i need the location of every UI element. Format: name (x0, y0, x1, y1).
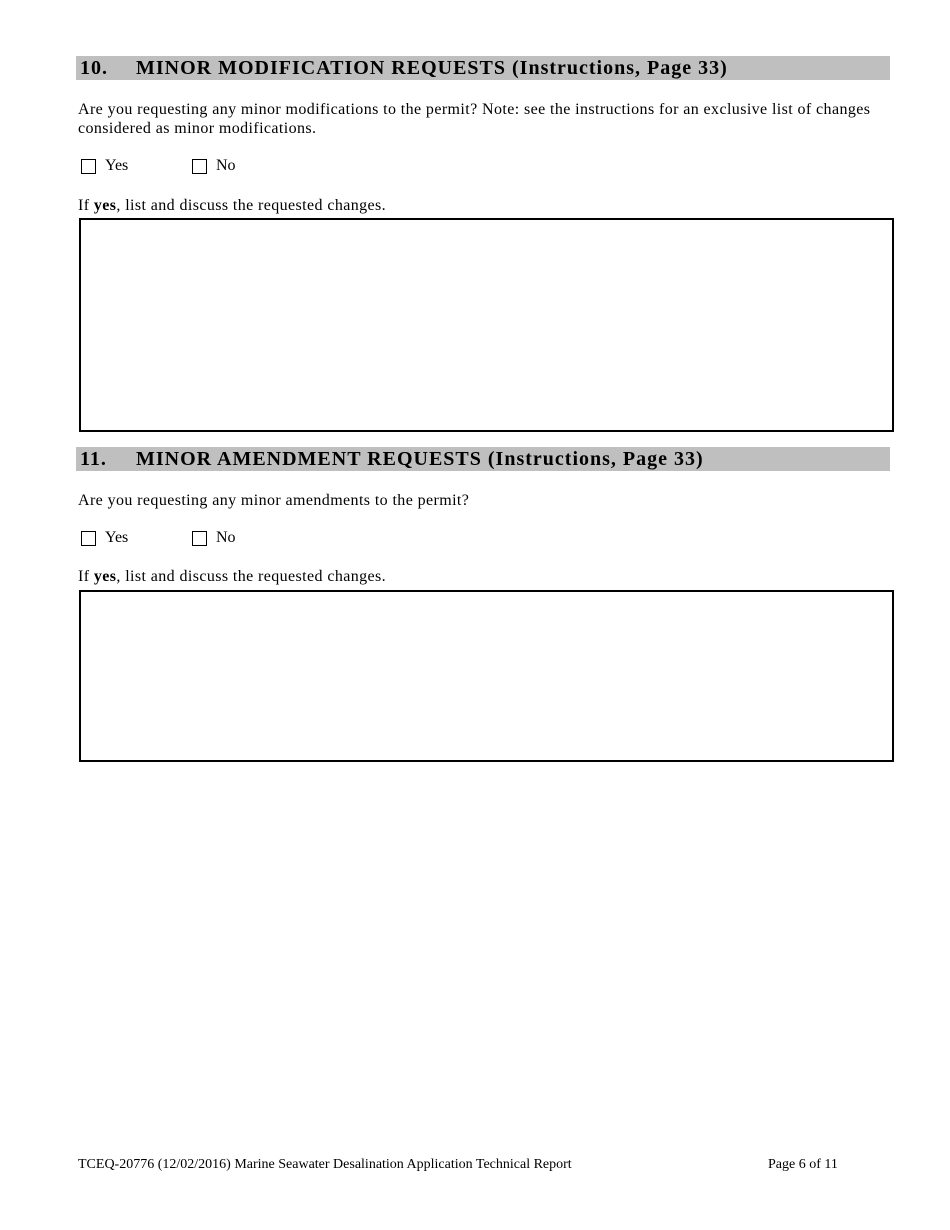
section-10-if-prefix: If (78, 197, 94, 214)
section-10-yes-checkbox[interactable] (81, 159, 96, 174)
section-11-question: Are you requesting any minor amendments to the permit? (78, 492, 470, 509)
section-11-yes-label: Yes (105, 529, 129, 546)
section-11-yes-checkbox[interactable] (81, 531, 96, 546)
footer-page-number: Page 6 of 11 (768, 1157, 838, 1172)
section-10-title: MINOR MODIFICATION REQUESTS (Instructions, Page 33) (136, 57, 728, 79)
section-11-instruction (78, 567, 890, 586)
section-11-no-option[interactable] (192, 529, 236, 547)
section-11-if-bold: yes (93, 568, 117, 585)
section-10-no-option[interactable] (192, 157, 236, 175)
section-10-no-checkbox[interactable] (192, 159, 207, 174)
section-11-no-label: No (216, 529, 236, 546)
section-10-yes-label: Yes (105, 157, 129, 174)
section-10-instruction (78, 196, 890, 215)
section-10-no-label: No (216, 157, 236, 174)
section-11-if-prefix: If (78, 568, 94, 585)
section-10-header (76, 56, 890, 80)
section-11-response-field[interactable] (79, 590, 894, 762)
section-10-question: Are you requesting any minor modifications to the permit? Note: see the instructions for an exclusive list of changes considered as minor modifications. (78, 101, 871, 137)
section-11-no-checkbox[interactable] (192, 531, 207, 546)
section-11-yes-option[interactable] (81, 529, 128, 547)
section-10-if-bold: yes (93, 197, 117, 214)
section-11-number: 11. (80, 448, 107, 470)
section-10-if-suffix: , list and discuss the requested changes. (116, 197, 387, 214)
section-10-response-field[interactable] (79, 218, 894, 432)
section-11-header (76, 447, 890, 471)
section-11-title: MINOR AMENDMENT REQUESTS (Instructions, Page 33) (136, 448, 704, 470)
section-11-if-suffix: , list and discuss the requested changes. (116, 568, 387, 585)
footer-form-info: TCEQ-20776 (12/02/2016) Marine Seawater Desalination Application Technical Report (78, 1157, 572, 1172)
section-10-yes-option[interactable] (81, 157, 128, 175)
section-10-number: 10. (80, 57, 108, 79)
